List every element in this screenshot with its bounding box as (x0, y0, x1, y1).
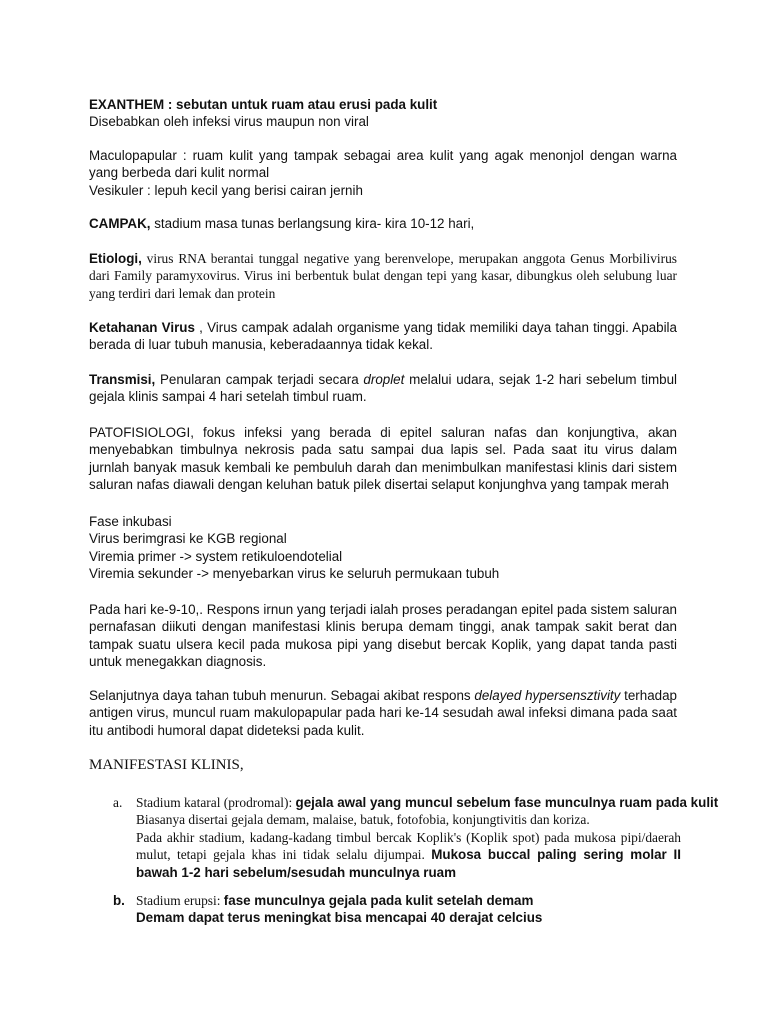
list-item-b (136, 892, 681, 927)
stadium-kataral-bold: gejala awal yang muncul sebelum fase munculnya ruam pada kulit (295, 795, 719, 810)
campak-text: stadium masa tunas berlangsung kira- kira 10-12 hari, (150, 216, 475, 231)
vesikuler-text: Vesikuler : lepuh kecil yang berisi cairan jernih (89, 183, 363, 198)
fase-item: Viremia sekunder -> menyebarkan virus ke seluruh permukaan tubuh (89, 566, 500, 582)
maculopapular-text: Maculopapular : ruam kulit yang tampak sebagai area kulit yang agak menonjol dengan warna yang berbeda dari kulit normal (89, 148, 677, 181)
etiologi-term: Etiologi, (89, 251, 142, 266)
exanthem-paragraph (89, 96, 677, 131)
ketahanan-text: , Virus campak adalah organisme yang tidak memiliki daya tahan tinggi. Apabila berada di luar tubuh manusia, keberadaannya tidak kekal. (89, 320, 677, 353)
patofisiologi-paragraph (89, 424, 677, 494)
vesikuler-paragraph (89, 182, 677, 199)
list-marker-b-text: b. (113, 893, 125, 908)
list-marker-b (113, 892, 125, 909)
selanjutnya-italic: delayed hypersensztivity (474, 688, 621, 703)
selanjutnya-text-after: terhadap antigen virus, muncul ruam makulopapular pada hari ke-14 sesudah awal infeksi dimana pada saat itu antibodi humoral dapat dideteksi pada kulit. (89, 688, 677, 738)
maculopapular-paragraph (89, 147, 677, 182)
stadium-kataral-line3-bold: Mukosa buccal paling sering molar II bawah 1-2 hari sebelum/sesudah munculnya ruam (136, 847, 681, 880)
transmisi-text-after: melalui udara, sejak 1-2 hari sebelum timbul gejala klinis sampai 4 hari setelah timbul ruam. (89, 372, 677, 405)
fase-inkubasi-title: Fase inkubasi (89, 514, 172, 529)
campak-term: CAMPAK, (89, 216, 151, 231)
stadium-erupsi-line2: Demam dapat terus meningkat bisa mencapai 40 derajat celcius (136, 910, 543, 926)
manifestasi-heading (89, 757, 677, 774)
transmisi-italic: droplet (363, 372, 405, 387)
exanthem-definition: sebutan untuk ruam atau erusi pada kulit (172, 97, 438, 112)
fase-item: Viremia primer -> system retikuloendotelial (89, 548, 343, 564)
pada-hari-text: Pada hari ke-9-10,. Respons irnun yang terjadi ialah proses peradangan epitel pada sistem saluran pernafasan diikuti dengan manifestasi klinis berupa demam tinggi, anak tampak sakit berat dan tampak suatu ulsera kecil pada mukosa pipi yang disebut bercak Koplik, yang dapat tanda pasti untuk menegakkan diagnosis. (89, 602, 677, 670)
stadium-kataral-label: Stadium kataral (prodromal): (136, 795, 296, 810)
stadium-erupsi-label: Stadium erupsi: (136, 893, 224, 908)
selanjutnya-paragraph (89, 687, 677, 739)
patofisiologi-text: PATOFISIOLOGI, fokus infeksi yang berada di epitel saluran nafas dan konjungtiva, akan menyebabkan timbulnya nekrosis pada satu sampai dua lapis sel. Pada saat itu virus dalam jurnlah banyak masuk kembali ke pembuluh darah dan menimbulkan manifestasi klinis dari sistem saluran nafas diawali dengan keluhan batuk pilek disertai selaput konjunghva yang tampak merah (89, 425, 677, 493)
pada-hari-paragraph (89, 601, 677, 671)
list-marker-a: a. (113, 795, 123, 810)
etiologi-paragraph (89, 250, 677, 302)
stadium-erupsi-bold: fase munculnya gejala pada kulit setelah demam (223, 893, 534, 908)
stadium-kataral-line2: Biasanya disertai gejala demam, malaise, batuk, fotofobia, konjungtivitis dan koriza. (136, 812, 590, 828)
manifestasi-heading-text: MANIFESTASI KLINIS, (89, 757, 244, 773)
exanthem-term: EXANTHEM : (89, 97, 173, 112)
stadium-kataral-line3: Pada akhir stadium, kadang-kadang timbul bercak Koplik's (Koplik spot) pada mukosa pipi/daerah mulut, tetapi gejala khas ini tidak selalu dijumpai. (136, 829, 681, 863)
exanthem-cause: Disebabkan oleh infeksi virus maupun non viral (89, 114, 369, 130)
transmisi-text-before: Penularan campak terjadi secara (155, 372, 364, 387)
fase-inkubasi-list (89, 513, 677, 583)
list-item-a (136, 794, 719, 881)
campak-paragraph (89, 215, 677, 232)
ketahanan-term: Ketahanan Virus (89, 320, 195, 335)
transmisi-term: Transmisi, (89, 372, 156, 387)
selanjutnya-text-before: Selanjutnya daya tahan tubuh menurun. Sebagai akibat respons (89, 688, 475, 703)
ketahanan-paragraph (89, 319, 677, 354)
transmisi-paragraph (89, 371, 677, 406)
etiologi-text: virus RNA berantai tunggal negative yang berenvelope, merupakan anggota Genus Morbilivirus dari Family paramyxovirus. Virus ini berbentuk bulat dengan tepi yang kasar, dibungkus oleh selubung luar yang terdiri dari lemak dan protein (89, 251, 677, 301)
fase-item: Virus berimgrasi ke KGB regional (89, 531, 287, 547)
